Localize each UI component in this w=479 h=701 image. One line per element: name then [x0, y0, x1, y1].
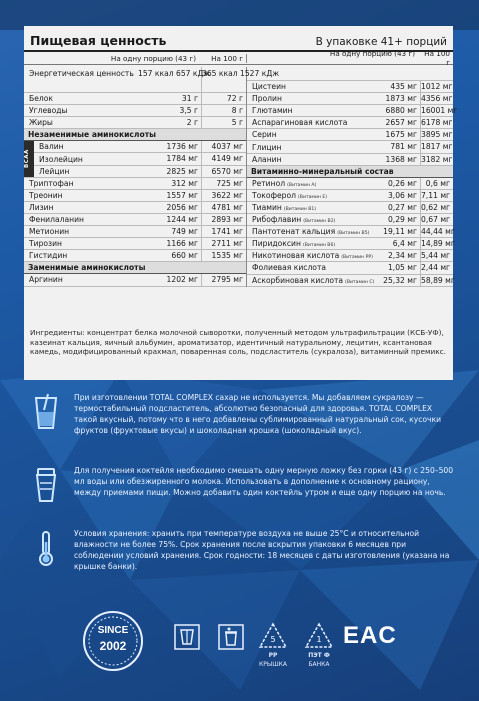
row-name [247, 191, 375, 200]
vitamin-code: (Витамин В2) [303, 219, 336, 225]
row-name: Аспарагиновая кислота [252, 118, 348, 128]
right-spacer [247, 67, 453, 81]
nutrition-columns [24, 67, 458, 287]
vitamin-row [247, 275, 453, 287]
row-100g-value: 3895 мг [421, 130, 453, 140]
row-serving-value: 19,11 мг [375, 226, 421, 237]
amino-row [247, 154, 453, 166]
vitamin-mineral-heading [247, 166, 453, 178]
right-column [247, 67, 458, 287]
storage-info-text: Условия хранения: хранить при температуре воздуха не выше 25°С и относительной влажности не более 75%. Срок хранения после вскрытия упаковки 6 месяцев при соблюдении условий хранения. Срок годности: 18 месяцев с даты изготовления (указана на крышке банки). [74, 529, 450, 571]
nutrition-row [24, 105, 246, 117]
food-contact-icon [174, 624, 200, 650]
amino-row [24, 166, 246, 178]
row-serving-value: 3,06 мг [375, 190, 421, 201]
row-name: Серин [252, 130, 277, 140]
badge-year: 2002 [99, 639, 127, 653]
row-100g-value: 365 ккал 1527 кДж [202, 69, 280, 78]
vitamin-name: Токоферол [252, 190, 297, 200]
row-serving-value: 435 мг [375, 81, 421, 92]
essential-amino-heading [24, 129, 246, 141]
left-serving-header: На одну порцию (43 г) [110, 53, 196, 63]
vitamin-name: Тиамин [252, 202, 282, 212]
row-name: Треонин [29, 190, 63, 200]
row-name: Триптофан [29, 178, 74, 188]
row-serving-value: 2 г [138, 117, 202, 128]
row-100g-value: 3182 мг [421, 154, 453, 164]
row-100g-value: 8 г [231, 106, 243, 116]
right-column-headers [247, 49, 453, 67]
badge-since: SINCE [97, 625, 129, 636]
row-serving-value: 781 мг [375, 141, 421, 152]
preparation-info-block [26, 465, 456, 505]
vitamin-name: Аскорбиновая кислота [252, 275, 344, 285]
row-serving-value: 1368 мг [375, 154, 421, 165]
row-name: Углеводы [29, 106, 68, 116]
row-serving-value: 0,27 мг [375, 202, 421, 213]
sugar-info-block [26, 392, 456, 436]
row-serving-value: 660 мг [138, 250, 202, 261]
amino-row [247, 81, 453, 93]
amino-row [247, 129, 453, 141]
row-100g-value: 58,89 мг [421, 275, 455, 285]
row-100g-value: 4149 мг [211, 154, 243, 164]
row-serving-value: 1,05 мг [375, 262, 421, 273]
row-100g-value: 6570 мг [211, 166, 243, 176]
row-serving-value: 0,29 мг [375, 214, 421, 225]
recycle-pp-label: PP [268, 652, 278, 659]
row-serving-value: 1675 мг [375, 129, 421, 140]
row-100g-value: 4356 мг [421, 94, 453, 104]
row-serving-value: 1736 мг [138, 141, 202, 152]
vitamin-name: Ретинол [252, 178, 286, 188]
amino-row [24, 190, 246, 202]
row-name [247, 215, 375, 224]
vitamin-code: (Витамин В6) [302, 243, 336, 249]
section-title: Заменимые аминокислоты [28, 263, 146, 273]
row-serving-value: 6880 мг [375, 105, 421, 116]
amino-row [247, 117, 453, 129]
row-name: Метионин [29, 227, 70, 237]
row-100g-value: 1012 мг [421, 82, 453, 91]
row-serving-value: 31 г [138, 93, 202, 104]
amino-row [24, 178, 246, 190]
recycle-pet-number: 1 [316, 635, 322, 644]
row-serving-value: 749 мг [138, 226, 202, 237]
row-name: Аргинин [29, 275, 63, 285]
amino-row [247, 141, 453, 153]
row-name [247, 276, 375, 285]
bcaa-tag: BCAA [24, 141, 34, 177]
recycle-pp-number: 5 [270, 635, 276, 644]
row-serving-value: 1202 мг [138, 274, 202, 285]
row-100g-value: 1817 мг [421, 142, 453, 152]
storage-info-block [26, 528, 456, 572]
eac-mark: EAC [343, 622, 397, 649]
vitamin-name: Пантотенат кальция [252, 227, 336, 237]
row-name [247, 179, 375, 188]
row-serving-value: 1873 мг [375, 93, 421, 104]
row-name: Лизин [29, 202, 54, 212]
vitamin-row [247, 178, 453, 190]
row-serving-value: 1557 мг [138, 190, 202, 201]
row-serving-value: 2657 мг [375, 117, 421, 128]
recycle-pet-caption: БАНКА [308, 661, 330, 668]
row-name: Гистидин [29, 251, 68, 261]
row-100g-value: 3622 мг [211, 190, 243, 200]
row-serving-value: 1244 мг [138, 214, 202, 225]
vitamin-code: (Витамин В1) [283, 206, 317, 212]
amino-row [24, 202, 246, 214]
amino-row [24, 226, 246, 238]
row-100g-value: 0,62 мг [421, 202, 451, 212]
row-name: Изолейцин [39, 154, 83, 164]
vitamin-row [247, 226, 453, 238]
vitamin-code: (Витамин РР) [341, 255, 373, 261]
row-100g-value: 7,11 мг [421, 190, 451, 200]
vitamin-name: Никотиновая кислота [252, 251, 340, 261]
bcaa-group [24, 141, 246, 177]
column-headers [24, 49, 453, 67]
vitamin-row [247, 262, 453, 274]
servings-per-pack: В упаковке 41+ порций [315, 36, 447, 48]
vitamin-code: (Витамин Е) [298, 194, 328, 200]
row-100g-value: 0,67 мг [421, 215, 451, 225]
row-name: Цистеин [252, 82, 287, 92]
preparation-info-text: Для получения коктейля необходимо смешать одну мерную ложку без горки (43 г) с 250–500 мл воды или обезжиренного молока. Использовать в дополнение к основному рациону, между приемами пищи. Можно добавить один коктейль утром и еще одну порцию на ночь. [74, 466, 454, 497]
ingredients-text: Ингредиенты: концентрат белка молочной сыворотки, полученный методом ультрафильтрации (КСБ-УФ), казеинат кальция, яичный альбумин, ароматизатор, идентичный натуральному, лецитин, ксантановая камедь, модифицированный крахмал, поваренная соль, подсластитель (сукралоза), витаминный премикс. [30, 328, 446, 356]
section-title: Незаменимые аминокислоты [28, 130, 156, 140]
row-100g-value: 725 мг [216, 178, 243, 188]
row-name: Аланин [252, 154, 282, 164]
row-serving-value: 2056 мг [138, 202, 202, 213]
row-100g-value: 2893 мг [211, 214, 243, 224]
row-name [247, 227, 375, 236]
left-100g-header: На 100 г [211, 53, 243, 63]
since-badge [82, 610, 144, 672]
right-serving-header: На одну порцию (43 г) [329, 49, 415, 58]
row-serving-value: 0,26 мг [375, 178, 421, 189]
trash-bin-icon [218, 624, 244, 650]
row-100g-value: 5 г [231, 118, 243, 128]
row-serving-value: 312 мг [138, 178, 202, 189]
row-100g-value: 0,6 мг [425, 178, 450, 188]
row-100g-value: 2795 мг [211, 275, 243, 285]
row-100g-value: 44,44 мг [421, 227, 455, 237]
vitamin-code: (Витамин В5) [337, 231, 370, 237]
row-serving-value: 2,34 мг [375, 250, 421, 261]
row-name: Энергетическая ценность [29, 69, 134, 78]
section-title: Витаминно-минеральный состав [251, 166, 394, 176]
recycle-pet-label: ПЭТ Ф [308, 652, 330, 659]
row-serving-value: 1166 мг [138, 238, 202, 249]
nonessential-amino-heading [24, 262, 246, 274]
amino-row [24, 274, 246, 286]
vitamin-row [247, 202, 453, 214]
row-serving-value: 1784 мг [138, 153, 202, 164]
row-100g-value: 72 г [226, 94, 243, 103]
vitamin-code: (Витамин С) [345, 279, 375, 285]
row-name: Тирозин [29, 239, 62, 249]
row-100g-value: 4781 мг [211, 202, 243, 212]
row-100g-value: 1535 мг [211, 251, 243, 261]
amino-row [24, 141, 246, 153]
nutrition-row [24, 93, 246, 105]
row-name: Пролин [252, 94, 282, 104]
recycle-pp-caption: КРЫШКА [259, 661, 287, 668]
row-serving-value: 157 ккал 657 кДж [138, 67, 202, 92]
amino-row [24, 250, 246, 262]
row-name: Белок [29, 94, 53, 104]
left-column-headers [24, 54, 247, 63]
row-serving-value: 6,4 мг [375, 238, 421, 249]
amino-row [24, 214, 246, 226]
row-100g-value: 2,44 мг [421, 263, 451, 273]
row-name: Глицин [252, 142, 282, 152]
drink-glass-icon [26, 392, 66, 432]
vitamin-row [247, 214, 453, 226]
row-name [247, 239, 375, 248]
row-serving-value: 3,5 г [138, 105, 202, 116]
row-name: Жиры [29, 118, 53, 128]
row-100g-value: 14,89 мг [421, 239, 455, 249]
row-name: Глютамин [252, 106, 293, 116]
row-serving-value: 25,32 мг [375, 275, 421, 286]
row-100g-value: 16001 мг [421, 106, 458, 116]
vitamin-name: Пиридоксин [252, 239, 301, 249]
row-name [247, 251, 375, 260]
nutrition-row [24, 117, 246, 129]
row-name [247, 263, 375, 272]
panel-title: Пищевая ценность [30, 33, 167, 48]
row-serving-value: 2825 мг [138, 166, 202, 177]
vitamin-name: Рибофлавин [252, 215, 302, 225]
thermometer-icon [26, 528, 66, 568]
shaker-icon [26, 465, 66, 505]
amino-row [24, 153, 246, 165]
vitamin-row [247, 238, 453, 250]
row-100g-value: 6178 мг [421, 118, 453, 128]
row-name: Лейцин [39, 166, 70, 176]
vitamin-name: Фолиевая кислота [252, 263, 327, 273]
vitamin-row [247, 190, 453, 202]
sugar-info-text: При изготовлении TOTAL COMPLEX сахар не используется. Мы добавляем сукралозу — термостабильный подсластитель, абсолютно безопасный для здоровья. TOTAL COMPLEX такой вкусный, потому что в него добавлены сублимированный натуральный сок, кусочки фруктов (фруктовые вкусы) и шоколадная крошка (шоколадный вкус). [74, 393, 442, 435]
vitamin-row [247, 250, 453, 262]
right-100g-header: На 100 г [424, 49, 450, 67]
row-100g-value: 4037 мг [211, 142, 243, 152]
row-100g-value: 1741 мг [211, 227, 243, 237]
row-name: Валин [39, 142, 64, 152]
nutrition-facts-panel [24, 26, 458, 380]
amino-row [24, 238, 246, 250]
amino-row [247, 105, 458, 117]
row-name [247, 203, 375, 212]
vitamin-code: (Витамин А) [287, 182, 317, 188]
bottom-icons-bar [0, 600, 479, 701]
row-100g-value: 2711 мг [211, 239, 243, 249]
amino-row [247, 93, 453, 105]
row-100g-value: 5,44 мг [421, 251, 451, 261]
row-name: Фенилаланин [29, 214, 84, 224]
